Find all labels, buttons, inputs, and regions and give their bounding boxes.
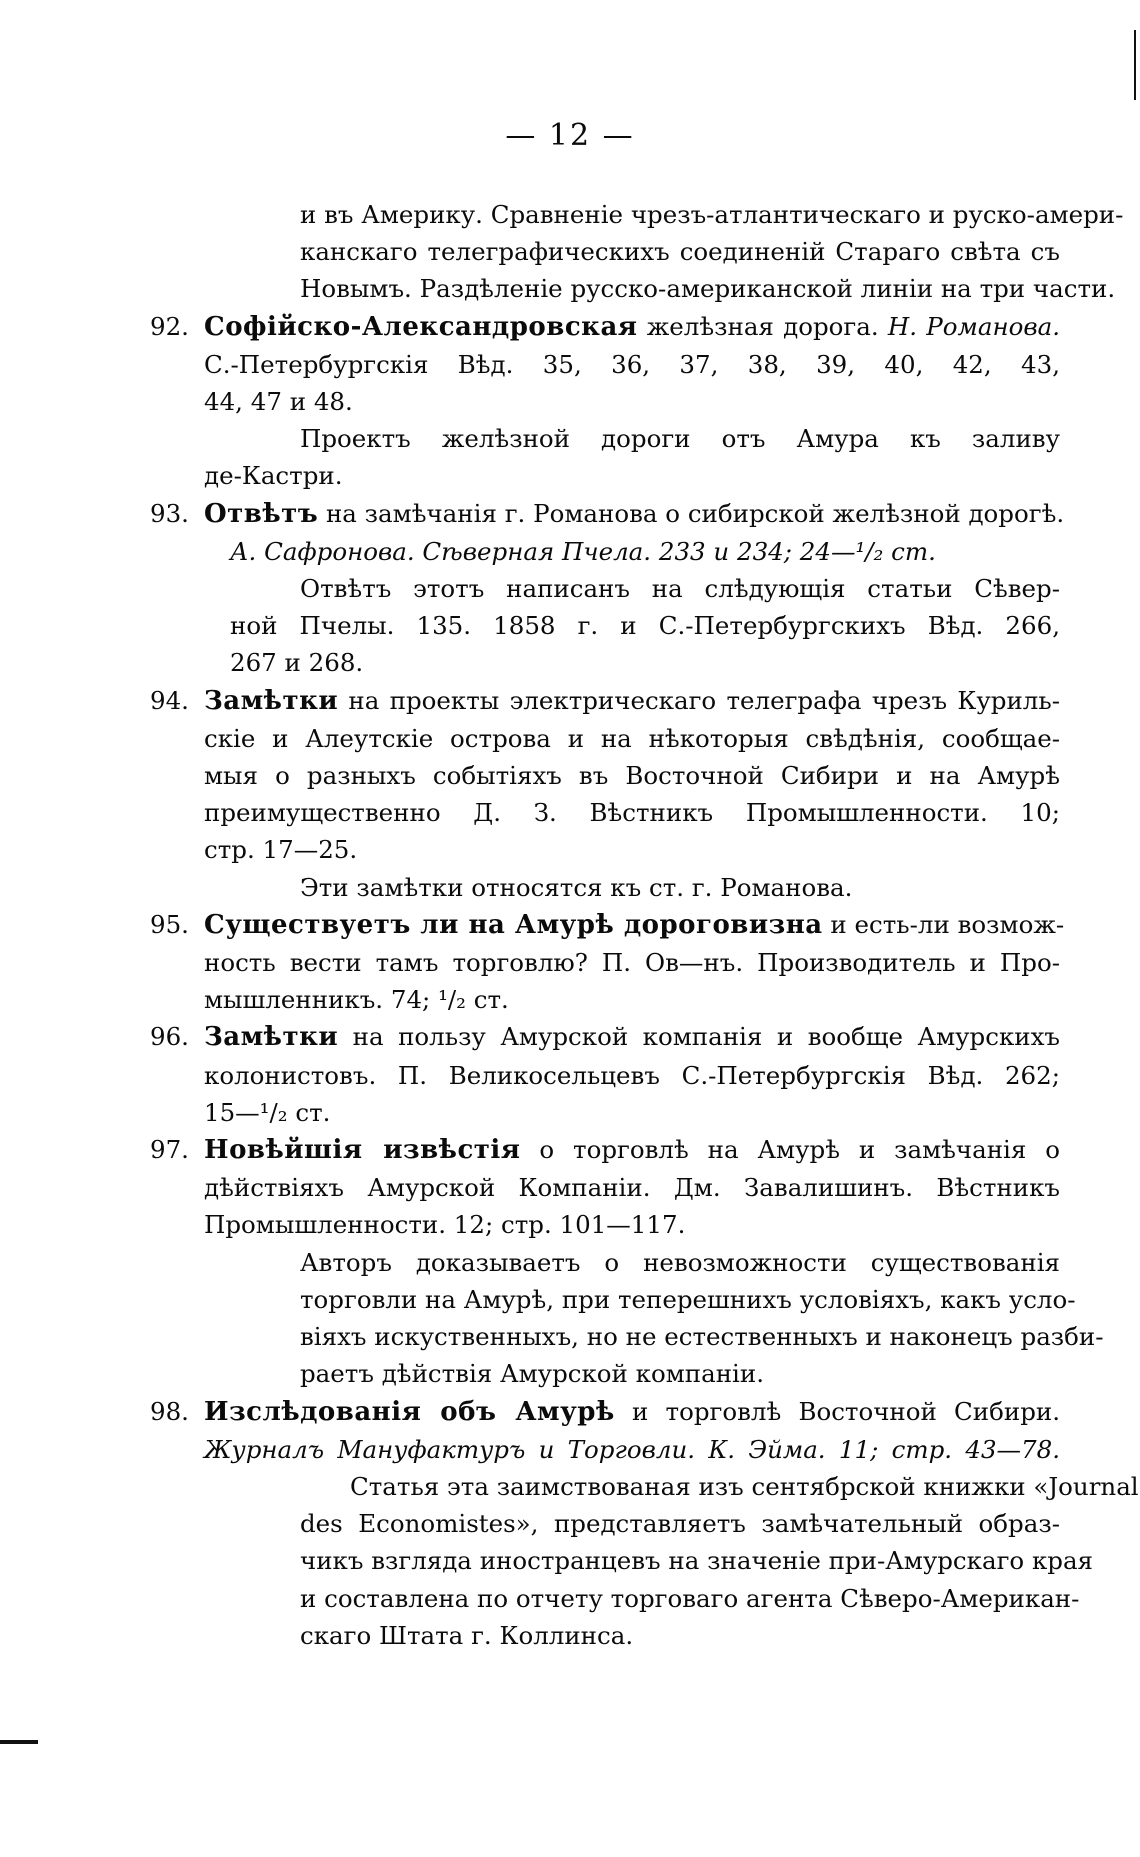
entry-heading-rest: на пользу Амурской компанія и вообще Амурскихъ — [338, 1022, 1060, 1052]
page-number: — 12 — — [505, 118, 635, 153]
entry-number: 96. — [150, 1022, 189, 1052]
note-line: Отвѣтъ этотъ написанъ на слѣдующія статьи Сѣвер- — [300, 574, 1060, 604]
text-line: 44, 47 и 48. — [204, 387, 353, 417]
text-line: Промышленности. 12; стр. 101—117. — [204, 1210, 686, 1240]
note-line: скаго Штата г. Коллинса. — [300, 1620, 634, 1650]
entry-number: 95. — [150, 909, 189, 939]
text-line: С.-Петербургскія Вѣд. 35, 36, 37, 38, 39, 40, 42, 43, — [204, 349, 1060, 379]
text-line: дѣйствіяхъ Амурской Компаніи. Дм. Завалишинъ. Вѣстникъ — [204, 1173, 1060, 1203]
entry-heading-rest: и есть-ли возмож- — [822, 909, 1065, 939]
entry-author: Н. Романова. — [887, 311, 1060, 341]
text-line: Новымъ. Раздѣленіе русско-американской линіи на три части. — [300, 274, 1116, 304]
text-line: ность вести тамъ торговлю? П. Ов—нъ. Производитель и Про- — [204, 948, 1060, 978]
text-line: преимущественно Д. З. Вѣстникъ Промышленности. 10; — [204, 798, 1060, 828]
entry-title: Изслѣдованія объ Амурѣ — [204, 1396, 615, 1427]
entry-heading-rest: на замѣчанія г. Романова о сибирской желѣзной дорогѣ. — [318, 498, 1065, 528]
entry-93-heading — [150, 495, 1065, 533]
entry-heading-rest: желѣзная дорога. — [637, 311, 888, 341]
note-line: Проектъ желѣзной дороги отъ Амура къ заливу — [300, 424, 1060, 454]
note-line: раетъ дѣйствія Амурской компаніи. — [300, 1359, 765, 1389]
text-line: канскаго телеграфическихъ соединеній Стараго свѣта съ — [300, 237, 1060, 267]
entry-number: 97. — [150, 1135, 189, 1165]
entry-title: Новѣйшія извѣстія — [204, 1135, 521, 1166]
bibliography-text — [150, 196, 1139, 1654]
note-line: торговли на Амурѣ, при теперешнихъ условіяхъ, какъ усло- — [300, 1284, 1076, 1314]
entry-title: Существуетъ ли на Амурѣ дороговизна — [204, 909, 823, 940]
note-line: 267 и 268. — [230, 648, 364, 678]
note-line: Эти замѣтки относятся къ ст. г. Романова. — [300, 872, 853, 902]
entry-title: Замѣтки — [204, 685, 339, 716]
entry-title: Софійско-Александровская — [204, 311, 638, 342]
entry-title: Замѣтки — [204, 1022, 339, 1053]
entry-heading-rest: и торговлѣ Восточной Сибири. — [614, 1396, 1061, 1426]
entry-heading-rest: на проекты электрическаго телеграфа чрезъ Куриль- — [338, 685, 1060, 715]
note-line: чикъ взгляда иностранцевъ на значеніе при-Амурскаго края — [300, 1546, 1094, 1576]
note-line: des Economistes», представляетъ замѣчательный образ- — [300, 1509, 1060, 1539]
entry-95-heading — [150, 906, 1065, 944]
entry-96-heading — [150, 1018, 1060, 1056]
text-line: скіе и Алеутскіе острова и на нѣкоторыя свѣдѣнія, сообщае- — [204, 723, 1060, 753]
note-line: ной Пчелы. 135. 1858 г. и С.-Петербургскихъ Вѣд. 266, — [230, 611, 1060, 641]
scan-edge-mark — [0, 1740, 38, 1744]
entry-number: 98. — [150, 1396, 189, 1426]
entry-92-heading — [150, 308, 1060, 346]
entry-97-heading — [150, 1131, 1060, 1169]
entry-98-heading — [150, 1393, 1060, 1431]
note-line: віяхъ искуственныхъ, но не естественныхъ и наконецъ разби- — [300, 1322, 1104, 1352]
note-line: и составлена по отчету торговаго агента Сѣверо-Американ- — [300, 1583, 1080, 1613]
entry-number: 93. — [150, 498, 189, 528]
scan-edge-mark — [1134, 30, 1136, 100]
text-line: мыя о разныхъ событіяхъ въ Восточной Сибири и на Амурѣ — [204, 761, 1060, 791]
text-line: 15—¹/₂ ст. — [204, 1097, 331, 1127]
text-line: мышленникъ. 74; ¹/₂ ст. — [204, 985, 509, 1015]
entry-94-heading — [150, 682, 1060, 720]
note-line: де-Кастри. — [204, 461, 343, 491]
entry-title: Отвѣтъ — [204, 498, 319, 529]
entry-number: 94. — [150, 685, 189, 715]
entry-heading-rest: о торговлѣ на Амурѣ и замѣчанія о — [520, 1135, 1060, 1165]
text-line: А. Сафронова. Сѣверная Пчела. 233 и 234; 24—¹/₂ ст. — [230, 536, 936, 566]
entry-number: 92. — [150, 311, 189, 341]
text-line: и въ Америку. Сравненіе чрезъ-атлантическаго и руско-амери- — [300, 200, 1124, 229]
note-line: Статья эта заимствованая изъ сентябрской книжки «Journal — [350, 1471, 1139, 1501]
text-line: стр. 17—25. — [204, 835, 358, 865]
text-line: колонистовъ. П. Великосельцевъ С.-Петербургскія Вѣд. 262; — [204, 1060, 1060, 1090]
note-line: Авторъ доказываетъ о невозможности существованія — [300, 1247, 1060, 1277]
text-line: Журналъ Мануфактуръ и Торговли. К. Эйма. 11; стр. 43—78. — [204, 1434, 1060, 1464]
